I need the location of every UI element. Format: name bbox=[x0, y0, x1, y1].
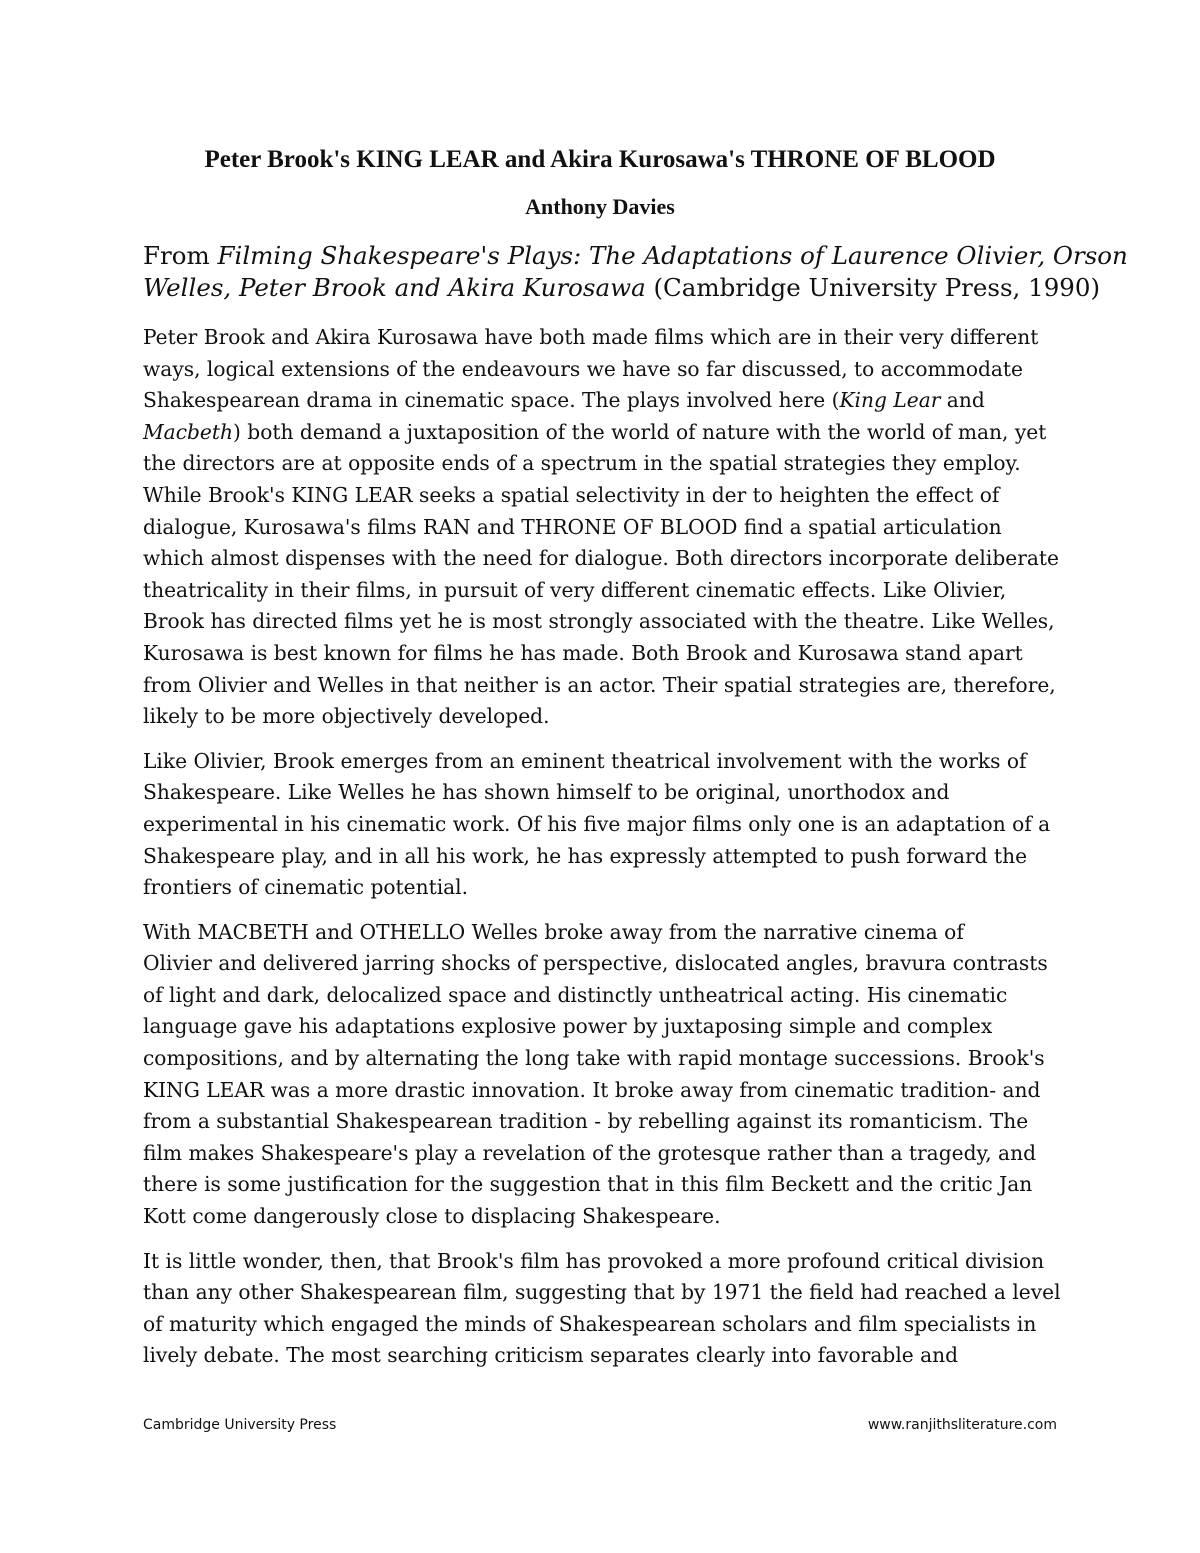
text-line: than any other Shakespearean film, suggesting that by 1971 the field had reached a level bbox=[143, 1280, 1061, 1305]
text-line: Brook has directed films yet he is most strongly associated with the theatre. Like Welles, bbox=[143, 609, 1055, 634]
line-text: and bbox=[940, 388, 985, 413]
text-line: frontiers of cinematic potential. bbox=[143, 875, 469, 900]
text-line: It is little wonder, then, that Brook's film has provoked a more profound critical division bbox=[143, 1248, 1045, 1273]
text-line: dialogue, Kurosawa's films RAN and THRONE OF BLOOD find a spatial articulation bbox=[143, 514, 1002, 539]
text-line: theatricality in their films, in pursuit of very different cinematic effects. Like Olivier, bbox=[143, 577, 1007, 602]
text-line: experimental in his cinematic work. Of his five major films only one is an adaptation of a bbox=[143, 811, 1051, 836]
text-line: Peter Brook and Akira Kurosawa have both made films which are in their very different bbox=[143, 325, 1039, 349]
text-line: Olivier and delivered jarring shocks of perspective, dislocated angles, bravura contrasts bbox=[143, 951, 1048, 976]
text-line: of maturity which engaged the minds of Shakespearean scholars and film specialists in bbox=[143, 1311, 1037, 1336]
text-line: likely to be more objectively developed. bbox=[143, 704, 550, 729]
paragraph bbox=[143, 746, 1073, 904]
text-line: compositions, and by alternating the long take with rapid montage successions. Brook's bbox=[143, 1046, 1045, 1071]
author-name: Anthony Davies bbox=[525, 194, 675, 219]
source-line-2 bbox=[143, 272, 1101, 304]
text-line: from a substantial Shakespearean tradition - by rebelling against its romanticism. The bbox=[143, 1109, 1029, 1134]
paragraph bbox=[143, 917, 1073, 1233]
text-line bbox=[143, 417, 1073, 449]
line-text: Shakespearean drama in cinematic space. The plays involved here ( bbox=[143, 388, 840, 413]
paragraph bbox=[143, 1246, 1073, 1372]
book-title-part-2: Welles, Peter Brook and Akira Kurosawa bbox=[143, 273, 646, 302]
text-line: KING LEAR was a more drastic innovation. It broke away from cinematic tradition- and bbox=[143, 1077, 1041, 1102]
text-line: Shakespeare play, and in all his work, he has expressly attempted to push forward the bbox=[143, 843, 1028, 868]
text-line: the directors are at opposite ends of a spectrum in the spatial strategies they employ. bbox=[143, 451, 1021, 476]
paragraph bbox=[143, 322, 1073, 733]
text-line: from Olivier and Welles in that neither is an actor. Their spatial strategies are, therefore, bbox=[143, 672, 1056, 697]
text-line: Kott come dangerously close to displacing Shakespeare. bbox=[143, 1204, 721, 1229]
footer-publisher: Cambridge University Press bbox=[143, 1417, 337, 1433]
text-line: film makes Shakespeare's play a revelation of the grotesque rather than a tragedy, and bbox=[143, 1140, 1037, 1165]
footer-website: www.ranjithsliterature.com bbox=[867, 1417, 1057, 1433]
text-line: ways, logical extensions of the endeavours we have so far discussed, to accommodate bbox=[143, 356, 1023, 381]
source-prefix: From bbox=[143, 241, 218, 270]
text-line: language gave his adaptations explosive power by juxtaposing simple and complex bbox=[143, 1014, 993, 1039]
text-line: Shakespeare. Like Welles he has shown himself to be original, unorthodox and bbox=[143, 780, 950, 805]
text-line: of light and dark, delocalized space and distinctly untheatrical acting. His cinematic bbox=[143, 982, 1008, 1007]
text-line: lively debate. The most searching criticism separates clearly into favorable and bbox=[143, 1343, 959, 1368]
text-line: Like Olivier, Brook emerges from an eminent theatrical involvement with the works of bbox=[143, 748, 1027, 773]
text-line bbox=[143, 385, 1073, 417]
text-line: While Brook's KING LEAR seeks a spatial selectivity in der to heighten the effect of bbox=[143, 482, 1000, 507]
text-line: there is some justification for the suggestion that in this film Beckett and the critic Jan bbox=[143, 1172, 1033, 1197]
italic-play-title: Macbeth bbox=[143, 419, 233, 444]
line-text: ) both demand a juxtaposition of the world of nature with the world of man, yet bbox=[233, 419, 1047, 444]
text-line: Kurosawa is best known for films he has made. Both Brook and Kurosawa stand apart bbox=[143, 640, 1023, 665]
body-text bbox=[143, 322, 1073, 1385]
text-line: With MACBETH and OTHELLO Welles broke away from the narrative cinema of bbox=[143, 919, 964, 944]
source-citation bbox=[143, 240, 1128, 304]
source-line-1 bbox=[143, 240, 1128, 272]
text-line: which almost dispenses with the need for dialogue. Both directors incorporate deliberate bbox=[143, 546, 1059, 571]
document-title: Peter Brook's KING LEAR and Akira Kurosawa's THRONE OF BLOOD bbox=[204, 146, 996, 173]
publisher-info: (Cambridge University Press, 1990) bbox=[645, 273, 1101, 302]
italic-play-title: King Lear bbox=[839, 388, 941, 413]
book-title-part-1: Filming Shakespeare's Plays: The Adaptations of Laurence Olivier, Orson bbox=[217, 241, 1128, 270]
